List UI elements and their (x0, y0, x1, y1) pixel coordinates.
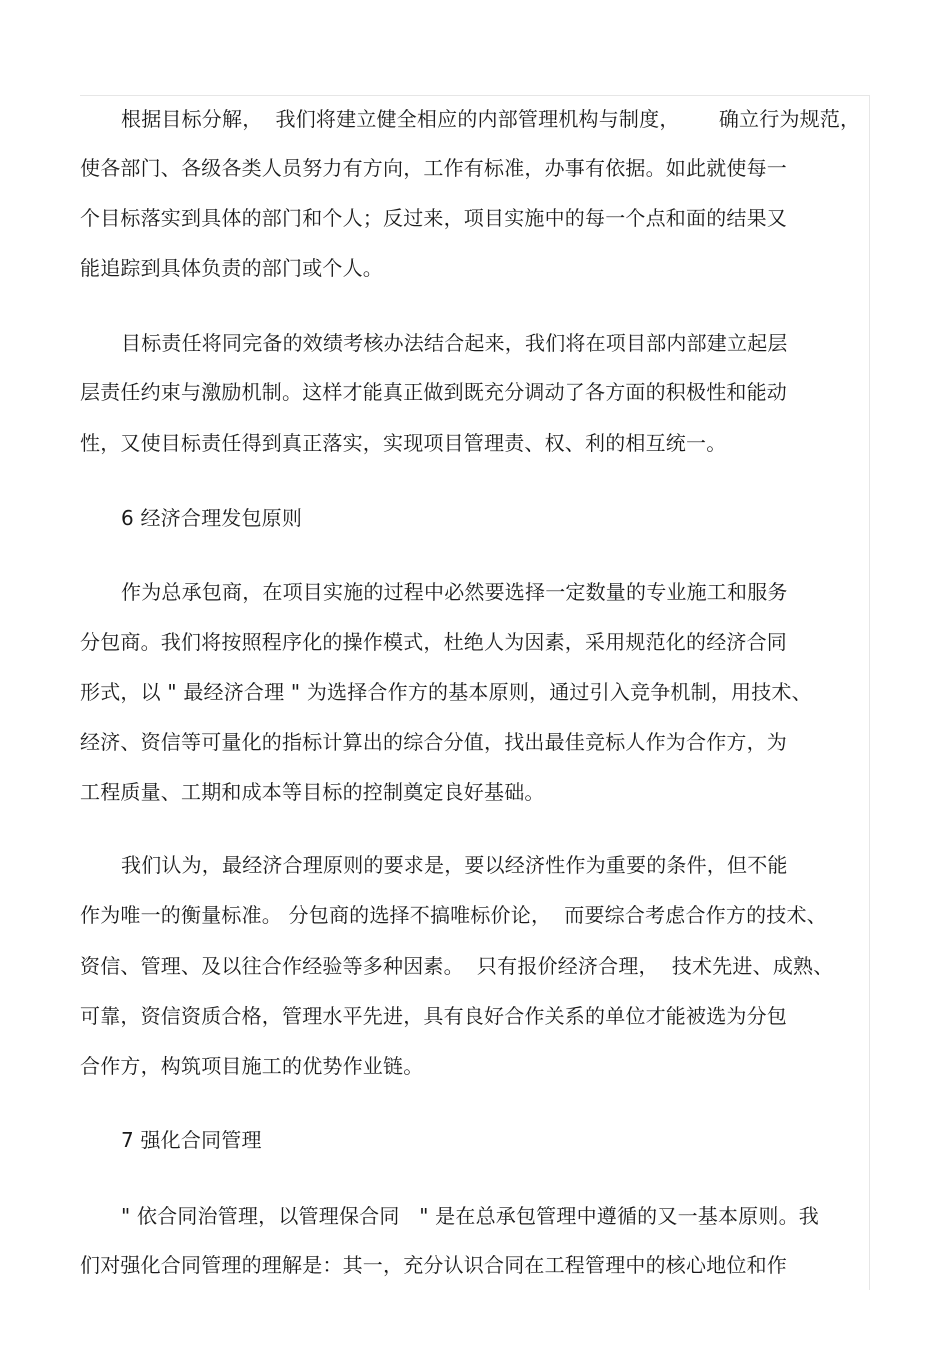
paragraph-line: 层责任约束与激励机制。这样才能真正做到既充分调动了各方面的积极性和能动 (80, 380, 787, 404)
paragraph-line: 作为总承包商，在项目实施的过程中必然要选择一定数量的专业施工和服务 (121, 580, 788, 604)
paragraph-line: 形式，以 " 最经济合理 " 为选择合作方的基本原则，通过引入竞争机制，用技术、 (80, 680, 812, 704)
paragraph-line: 根据目标分解， 我们将建立健全相应的内部管理机构与制度， 确立行为规范， (121, 107, 861, 131)
paragraph-line: 性，又使目标责任得到真正落实，实现项目管理责、权、利的相互统一。 (80, 431, 727, 455)
paragraph-line: 个目标落实到具体的部门和个人；反过来，项目实施中的每一个点和面的结果又 (80, 206, 787, 230)
paragraph-line: 能追踪到具体负责的部门或个人。 (80, 256, 383, 280)
paragraph-line: 目标责任将同完备的效绩考核办法结合起来，我们将在项目部内部建立起层 (121, 331, 788, 355)
paragraph-line: 合作方，构筑项目施工的优势作业链。 (80, 1054, 424, 1078)
paragraph-line: 使各部门、各级各类人员努力有方向，工作有标准，办事有依据。如此就使每一 (80, 156, 787, 180)
paragraph-line: 们对强化合同管理的理解是：其一，充分认识合同在工程管理中的核心地位和作 (80, 1253, 787, 1277)
paragraph-line: 作为唯一的衡量标准。 分包商的选择不搞唯标价论， 而要综合考虑合作方的技术、 (80, 903, 827, 927)
paragraph-line: 经济、资信等可量化的指标计算出的综合分值，找出最佳竞标人作为合作方，为 (80, 730, 787, 754)
paragraph-line: 资信、管理、及以往合作经验等多种因素。 只有报价经济合理， 技术先进、成熟、 (80, 954, 834, 978)
paragraph-line: 可靠，资信资质合格，管理水平先进，具有良好合作关系的单位才能被选为分包 (80, 1004, 787, 1028)
page-border-top (80, 95, 870, 96)
paragraph-line: 我们认为，最经济合理原则的要求是，要以经济性作为重要的条件，但不能 (121, 853, 788, 877)
paragraph-line: 工程质量、工期和成本等目标的控制奠定良好基础。 (80, 780, 545, 804)
section-heading: 7 强化合同管理 (121, 1128, 262, 1152)
paragraph-line: " 依合同治管理，以管理保合同 " 是在总承包管理中遵循的又一基本原则。我 (121, 1204, 819, 1228)
paragraph-line: 分包商。我们将按照程序化的操作模式，杜绝人为因素，采用规范化的经济合同 (80, 630, 787, 654)
section-heading: 6 经济合理发包原则 (121, 506, 303, 530)
page-border-right (869, 95, 870, 1290)
